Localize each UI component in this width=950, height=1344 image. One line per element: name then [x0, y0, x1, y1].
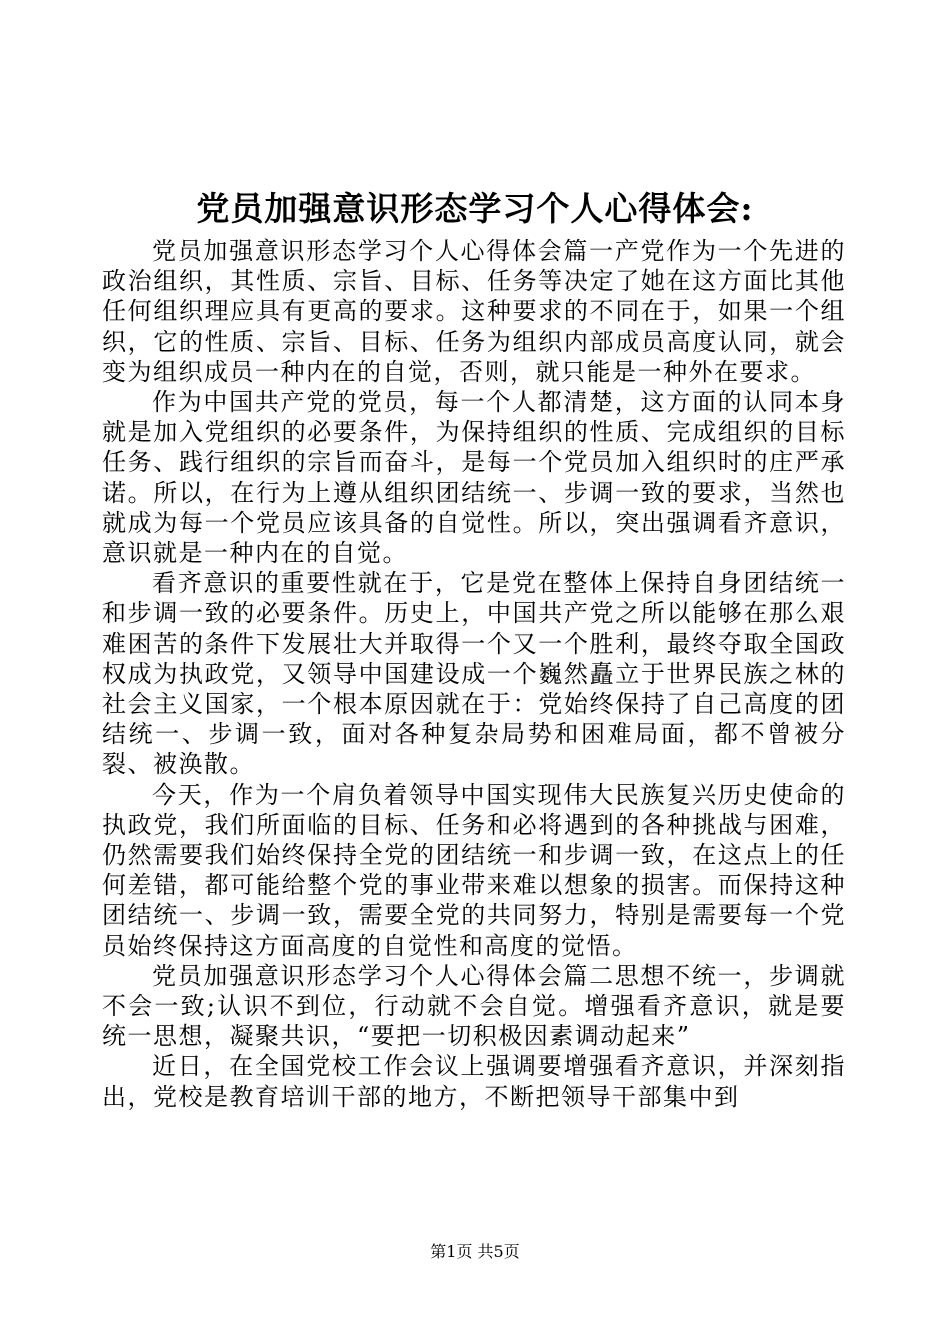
paragraph: 看齐意识的重要性就在于，它是党在整体上保持自身团结统一和步调一致的必要条件。历史上，中国共产党之所以能够在那么艰难困苦的条件下发展壮大并取得一个又一个胜利，最终夺取全国政权成为执政党，又领导中国建设成一个巍然矗立于世界民族之林的社会主义国家，一个根本原因就在于：党始终保持了自己高度的团结统一、步调一致，面对各种复杂局势和困难局面，都不曾被分裂、被涣散。 — [102, 569, 846, 779]
document-body — [102, 236, 846, 1112]
paragraph: 作为中国共产党的党员，每一个人都清楚，这方面的认同本身就是加入党组织的必要条件，为保持组织的性质、完成组织的目标任务、践行组织的宗旨而奋斗，是每一个党员加入组织时的庄严承诺。所以，在行为上遵从组织团结统一、步调一致的要求，当然也就成为每一个党员应该具备的自觉性。所以，突出强调看齐意识，意识就是一种内在的自觉。 — [102, 388, 846, 568]
paragraph: 党员加强意识形态学习个人心得体会篇二思想不统一，步调就不会一致;认识不到位，行动就不会自觉。增强看齐意识，就是要统一思想，凝聚共识，“要把一切积极因素调动起来” — [102, 961, 846, 1051]
paragraph: 近日，在全国党校工作会议上强调要增强看齐意识，并深刻指出，党校是教育培训干部的地方，不断把领导干部集中到 — [102, 1052, 846, 1111]
paragraph: 今天，作为一个肩负着领导中国实现伟大民族复兴历史使命的执政党，我们所面临的目标、任务和必将遇到的各种挑战与困难，仍然需要我们始终保持全党的团结统一和步调一致，在这点上的任何差错，都可能给整个党的事业带来难以想象的损害。而保持这种团结统一、步调一致，需要全党的共同努力，特别是需要每一个党员始终保持这方面高度的自觉性和高度的觉悟。 — [102, 780, 846, 960]
paragraph: 党员加强意识形态学习个人心得体会篇一产党作为一个先进的政治组织，其性质、宗旨、目标、任务等决定了她在这方面比其他任何组织理应具有更高的要求。这种要求的不同在于，如果一个组织，它的性质、宗旨、目标、任务为组织内部成员高度认同，就会变为组织成员一种内在的自觉，否则，就只能是一种外在要求。 — [102, 237, 846, 386]
page-number-footer: 第1页 共5页 — [430, 1242, 520, 1261]
document-title: 党员加强意识形态学习个人心得体会: — [196, 189, 754, 228]
